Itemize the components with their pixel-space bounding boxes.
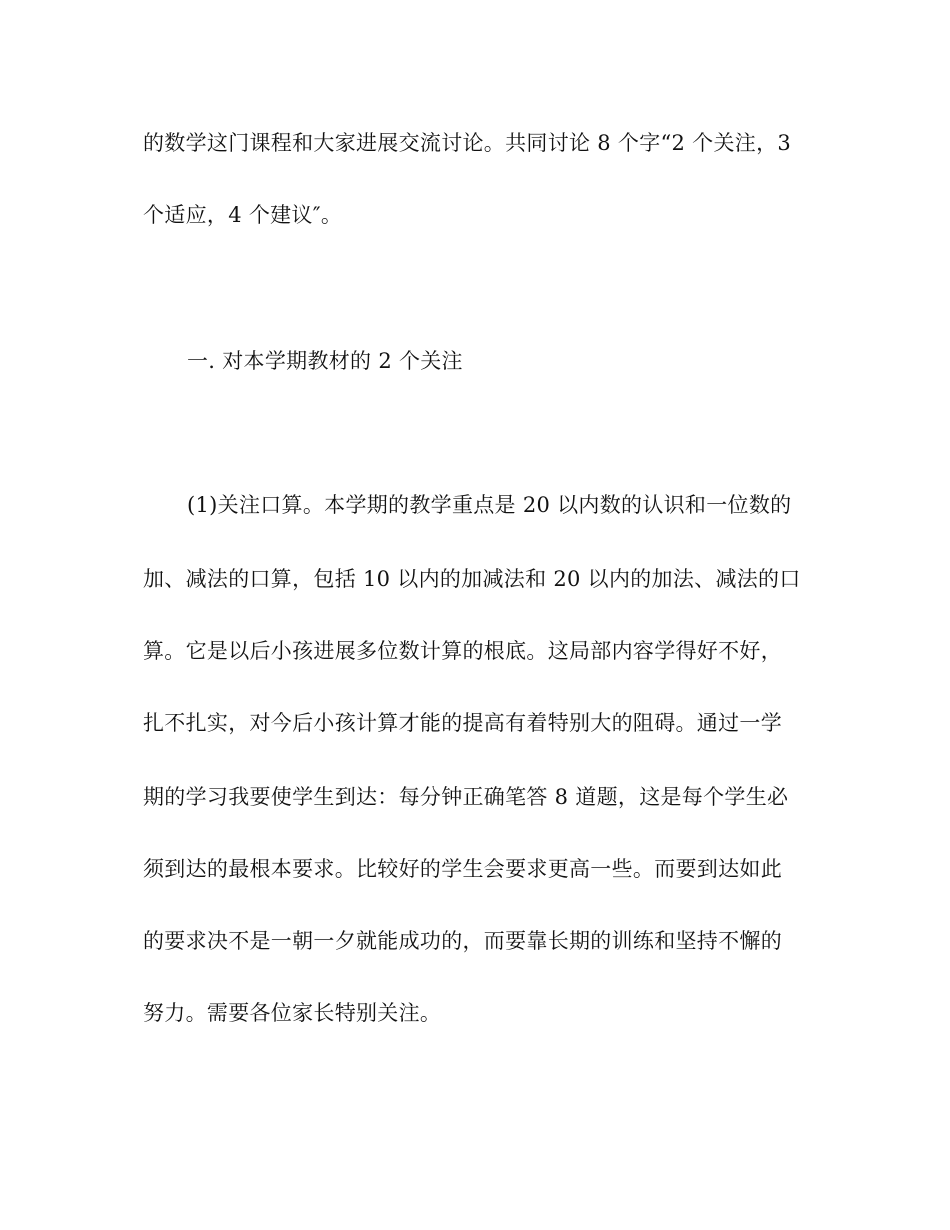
paragraph-line-8: 努力。需要各位家长特别关注。 [143, 1001, 442, 1025]
intro-line-2: 个适应，4 个建议″。 [143, 203, 343, 227]
paragraph-line-2: 加、减法的口算，包括 10 以内的加减法和 20 以内的加法、减法的口 [143, 567, 801, 591]
paragraph-line-1: (1)关注口算。本学期的教学重点是 20 以内数的认识和一位数的 [187, 493, 792, 517]
intro-line-1: 的数学这门课程和大家进展交流讨论。共同讨论 8 个字“2 个关注，3 [143, 131, 792, 155]
paragraph-line-6: 须到达的最根本要求。比较好的学生会要求更高一些。而要到达如此 [143, 857, 782, 881]
paragraph-line-3: 算。它是以后小孩进展多位数计算的根底。这局部内容学得好不好， [143, 639, 782, 663]
paragraph-line-7: 的要求决不是一朝一夕就能成功的，而要靠长期的训练和坚持不懈的 [143, 929, 782, 953]
section-heading: 一. 对本学期教材的 2 个关注 [187, 349, 463, 373]
paragraph-line-4: 扎不扎实，对今后小孩计算才能的提高有着特别大的阻碍。通过一学 [143, 711, 782, 735]
paragraph-line-5: 期的学习我要使学生到达：每分钟正确笔答 8 道题，这是每个学生必 [143, 785, 789, 809]
